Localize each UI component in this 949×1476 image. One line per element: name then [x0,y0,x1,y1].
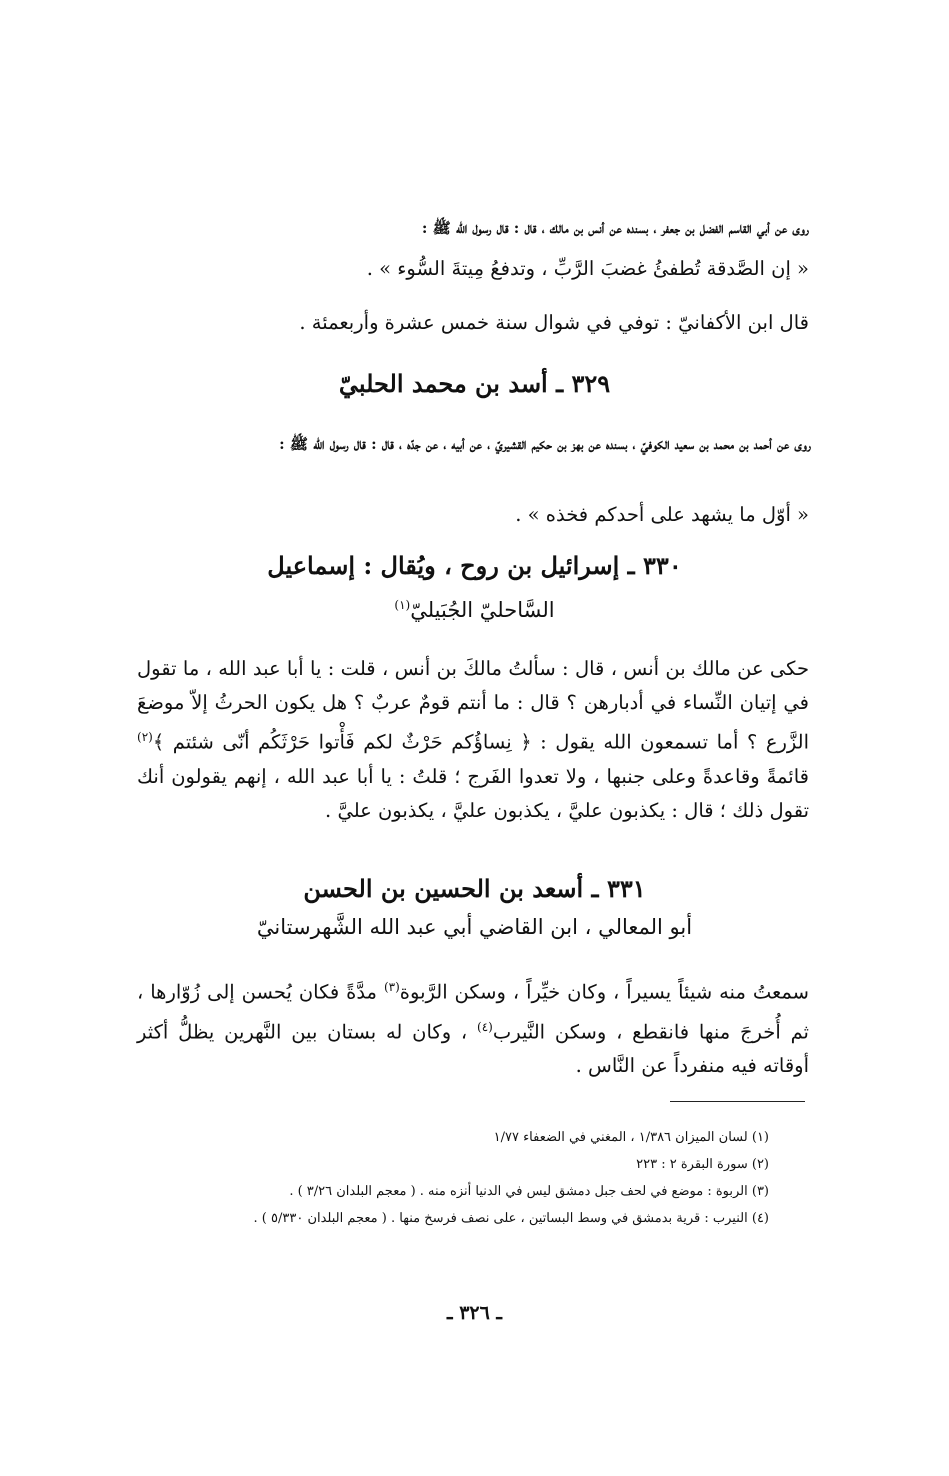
narration-text: سمعتُ منه شيئاً يسيراً ، وكان خيِّراً ، وسكن الرَّبوة [399,980,809,1004]
narration-text: قائمةً وقاعدةً وعلى جنبها ، ولا تعدوا الفَرج ؛ قلتُ : يا أبا عبد الله ، إنهم يقولون أنك تقول ذلك ؛ قال : يكذبون عليَّ ، يكذبون عليَّ ، يكذبون عليَّ . [137,764,809,822]
entry-title-329: ٣٢٩ ـ أسد بن محمد الحلبيّ [338,369,611,398]
footnote: (٤) النيرب : قرية بدمشق في وسط البساتين ، على نصف فرسخ منها . ( معجم البلدان ٥/٣٣٠ ) . [253,1211,769,1226]
narration-paragraph-331 [137,970,809,1083]
narration-paragraph-330 [137,652,809,828]
subtitle-text: السَّاحليّ الجُبَيليّ [410,598,555,622]
footnote: (١) لسان الميزان ١/٣٨٦ ، المغني في الضعفاء ١/٧٧ [493,1130,769,1145]
hadith-text-329: « أوّل ما يشهد على أحدكم فخذه » . [515,503,809,526]
footnote-marker: (٣) [383,980,400,994]
entry-title-330: ٣٣٠ ـ إسرائيل بن روح ، ويُقال : إسماعيل [267,551,682,580]
footnote-marker: (٤) [477,1019,493,1034]
entry-title-331: ٣٣١ ـ أسعد بن الحسين بن الحسن [303,874,646,903]
footnote: (٣) الربوة : موضع في لحف جبل دمشق ليس في الدنيا أنزه منه . ( معجم البلدان ٣/٢٦ ) . [289,1184,769,1199]
hadith-text: « إن الصَّدقة تُطفئُ غضبَ الرَّبِّ ، وتدفعُ مِيتةَ السُّوء » . [366,257,809,280]
entry-subtitle-330 [140,590,809,625]
isnad-paragraph: روى عن أبي القاسم الفضل بن جعفر ، بسنده عن أنس بن مالك ، قال : قال رسول الله ﷺ : [421,219,809,237]
page-number: ـ ٣٢٦ ـ [447,1302,502,1324]
isnad-paragraph-329: روى عن أحمد بن محمد بن سعيد الكوفيّ ، بسنده عن بهز بن حكيم القشيريّ ، عن أبيه ، عن جدّه ، قال : قال رسول الله ﷺ : [279,435,811,453]
narration-text: حكى عن مالك بن أنس ، قال : سألتُ مالكَ بن أنس ، قلت : يا أبا عبد الله ، ما تقول في إتيان النِّساء في أدبارهن ؟ قال : ما أنتم قومٌ عربٌ ؟ هل يكون الحرثُ إلاّ موضعَ الزَّرع ؟ أما تسمعون الله يقول : ﴿ نِساؤُكم حَرْثٌ لكم فَأْتوا حَرْثَكُم أنّى شئتم ﴾ [137,657,809,754]
entry-subtitle-331: أبو المعالي ، ابن القاضي أبي عبد الله الشَّهرستانيّ [256,915,693,939]
death-note: قال ابن الأكفانيّ : توفي في شوال سنة خمس عشرة وأربعمئة . [299,311,809,334]
footnote-marker: (١) [394,598,411,612]
narration-text: مدَّةً فكان يُحسن إلى زُوّارها ، ثم أُخرجَ منها فانقطع ، وسكن النَّيرب [137,980,809,1043]
footnotes [139,1124,769,1232]
narration-text: ، وكان له بستان بين النَّهرين يظلُّ أكثر أوقاته فيه منفرداً عن النَّاس . [137,1020,809,1077]
footnote: (٢) سورة البقرة ٢ : ٢٢٣ [636,1157,769,1172]
footnote-divider [670,1101,805,1102]
footnote-marker: (٢) [137,730,153,744]
